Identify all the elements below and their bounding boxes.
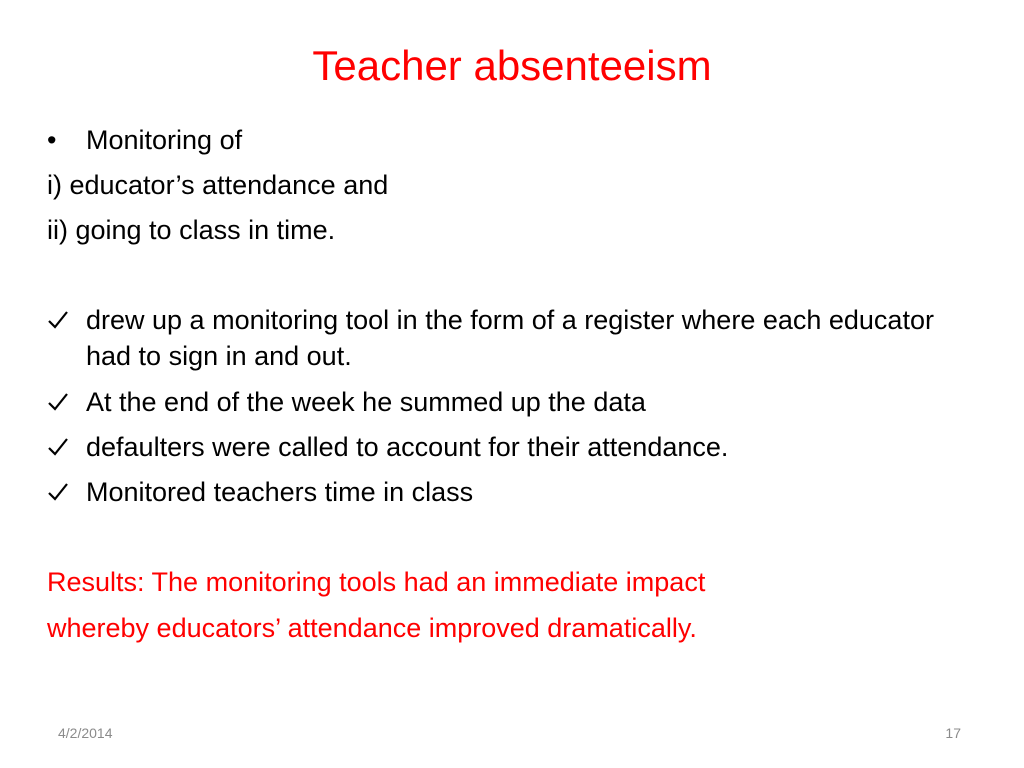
check-item-defaulters: defaulters were called to account for their attendance. (86, 432, 729, 462)
checkmark-icon (47, 474, 71, 510)
bullet-dot: • (47, 125, 57, 155)
checkmark-icon (47, 384, 71, 420)
checkmark-icon (47, 302, 71, 338)
footer-date: 4/2/2014 (58, 725, 113, 741)
checkmark-icon-svg (47, 437, 69, 457)
results-line-2: whereby educators’ attendance improved dramatically. (47, 613, 697, 643)
bullet-monitoring-of: Monitoring of (86, 125, 243, 155)
footer-page-number: 17 (945, 725, 961, 741)
checkmark-icon-svg (47, 392, 69, 412)
check-item-summed-data: At the end of the week he summed up the data (86, 387, 646, 417)
check-item-time-in-class: Monitored teachers time in class (86, 477, 474, 507)
sub-item-class-time: ii) going to class in time. (47, 215, 336, 245)
check-item-register: drew up a monitoring tool in the form of a register where each educator had to sign in and out. (86, 305, 934, 371)
checkmark-icon-svg (47, 310, 69, 330)
slide-title: Teacher absenteeism (312, 42, 712, 89)
results-line-1: Results: The monitoring tools had an immediate impact (47, 567, 706, 597)
checkmark-icon-svg (47, 482, 69, 502)
checkmark-icon (47, 429, 71, 465)
sub-item-attendance: i) educator’s attendance and (47, 170, 389, 200)
